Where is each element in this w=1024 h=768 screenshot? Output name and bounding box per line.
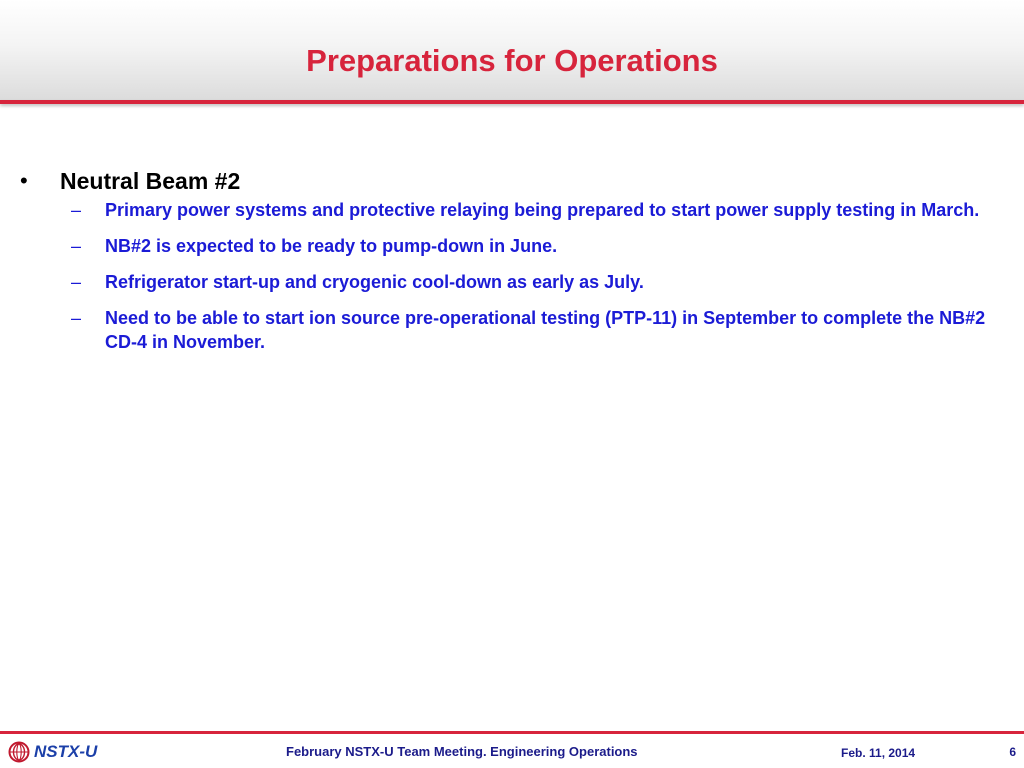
page-number: 6 xyxy=(1009,745,1016,759)
dash-marker: – xyxy=(71,236,82,256)
dash-marker: – xyxy=(71,272,82,292)
dash-marker: – xyxy=(71,308,82,328)
sub-bullet-text: Refrigerator start-up and cryogenic cool-down as early as July. xyxy=(105,272,644,292)
sub-bullet-text: Primary power systems and protective relaying being prepared to start power supply testing in March. xyxy=(105,200,980,220)
dash-marker: – xyxy=(71,200,82,220)
logo-text: NSTX-U xyxy=(34,742,98,761)
sub-bullet xyxy=(0,270,1024,294)
sub-bullet xyxy=(0,234,1024,258)
main-bullet-text: Neutral Beam #2 xyxy=(60,168,241,194)
sub-bullet xyxy=(0,306,1024,354)
slide-footer xyxy=(0,734,1024,768)
bullet-marker: • xyxy=(20,168,28,193)
sub-bullet-list xyxy=(0,198,1024,354)
footer-date: Feb. 11, 2014 xyxy=(841,746,916,760)
slide-content xyxy=(0,164,1024,366)
sub-bullet-text: Need to be able to start ion source pre-operational testing (PTP-11) in September to complete the NB#2 CD-4 in November. xyxy=(105,308,986,352)
slide-title: Preparations for Operations xyxy=(306,43,718,78)
main-bullet xyxy=(0,164,1024,198)
sub-bullet-text: NB#2 is expected to be ready to pump-down in June. xyxy=(105,236,558,256)
footer-meeting-title: February NSTX-U Team Meeting. Engineering Operations xyxy=(286,744,638,759)
nstx-logo xyxy=(8,740,97,764)
header-divider xyxy=(0,100,1024,104)
torus-logo-icon xyxy=(8,741,30,763)
sub-bullet xyxy=(0,198,1024,222)
